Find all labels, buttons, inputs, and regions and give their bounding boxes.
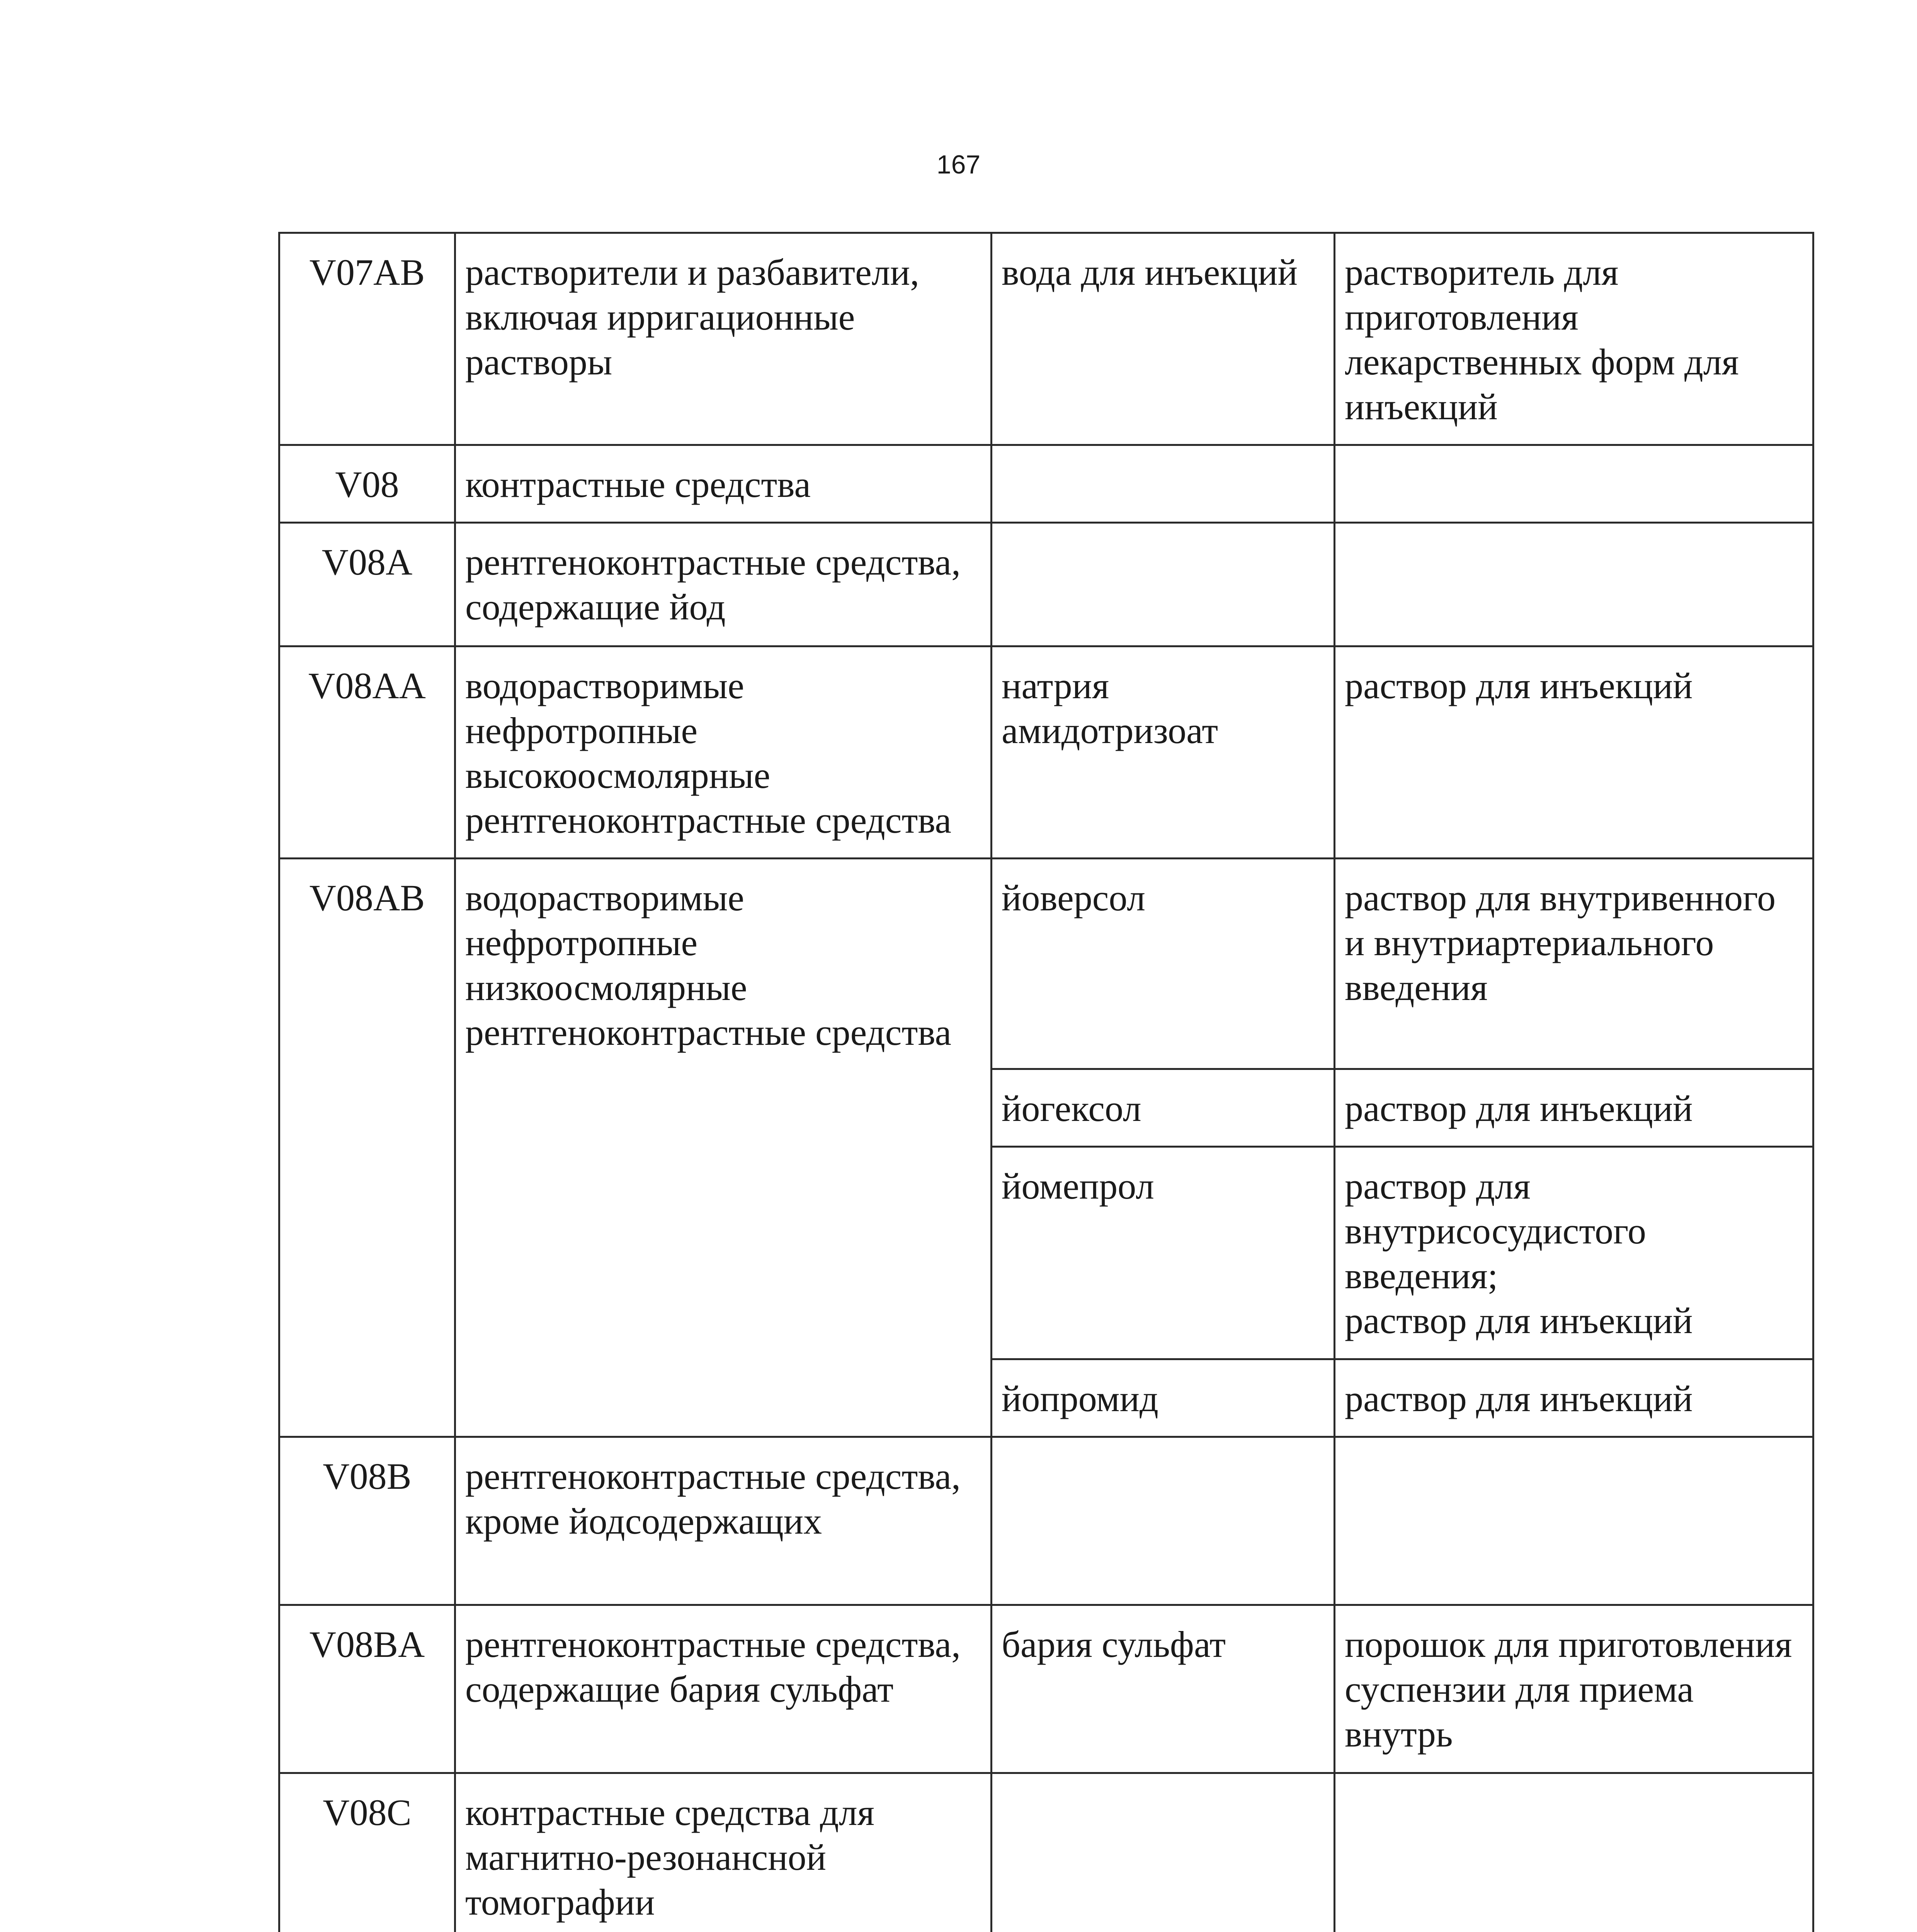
substance-cell: бария сульфат: [992, 1605, 1335, 1773]
dosage-form-cell: [1335, 523, 1813, 646]
substance-cell: йоверсол: [992, 859, 1335, 1069]
group-cell: контрастные средства для магнитно-резонансной томографии: [455, 1773, 992, 1932]
dosage-form-cell: порошок для приготовления суспензии для приема внутрь: [1335, 1605, 1813, 1773]
substance-cell: [992, 1773, 1335, 1932]
page-number: 167: [936, 150, 981, 179]
group-cell: контрастные средства: [455, 445, 992, 523]
substance-cell: йогексол: [992, 1069, 1335, 1147]
table-row: [279, 859, 1813, 1069]
group-cell: рентгеноконтрастные средства, содержащие бария сульфат: [455, 1605, 992, 1773]
group-cell: растворители и разбавители, включая ирригационные растворы: [455, 233, 992, 445]
atc-code-cell: V08AA: [279, 646, 455, 859]
table-row: [279, 523, 1813, 646]
dosage-form-cell: раствор для инъекций: [1335, 1069, 1813, 1147]
group-cell: рентгеноконтрастные средства, кроме йодсодержащих: [455, 1437, 992, 1605]
substance-cell: йомепрол: [992, 1147, 1335, 1359]
atc-code-cell: V08C: [279, 1773, 455, 1932]
table-row: [279, 646, 1813, 859]
group-cell: рентгеноконтрастные средства, содержащие йод: [455, 523, 992, 646]
dosage-form-cell: [1335, 1773, 1813, 1932]
substance-cell: йопромид: [992, 1359, 1335, 1437]
atc-code-cell: V08BA: [279, 1605, 455, 1773]
substance-cell: вода для инъекций: [992, 233, 1335, 445]
table-row: [279, 1605, 1813, 1773]
atc-code-cell: V08AB: [279, 859, 455, 1437]
substance-cell: [992, 523, 1335, 646]
dosage-form-cell: раствор для внутривенного и внутриартериального введения: [1335, 859, 1813, 1069]
group-cell: водорастворимые нефротропные высокоосмолярные рентгеноконтрастные средства: [455, 646, 992, 859]
atc-code-cell: V07AB: [279, 233, 455, 445]
dosage-form-cell: [1335, 1437, 1813, 1605]
dosage-form-cell: [1335, 445, 1813, 523]
drug-classification-table: [278, 232, 1814, 1932]
table-row: [279, 233, 1813, 445]
substance-cell: [992, 445, 1335, 523]
table-row: [279, 445, 1813, 523]
atc-code-cell: V08B: [279, 1437, 455, 1605]
substance-cell: натрия амидотризоат: [992, 646, 1335, 859]
atc-code-cell: V08: [279, 445, 455, 523]
table-row: [279, 1437, 1813, 1605]
group-cell: водорастворимые нефротропные низкоосмолярные рентгеноконтрастные средства: [455, 859, 992, 1437]
dosage-form-cell: раствор для внутрисосудистого введения; раствор для инъекций: [1335, 1147, 1813, 1359]
substance-cell: [992, 1437, 1335, 1605]
atc-code-cell: V08A: [279, 523, 455, 646]
dosage-form-cell: растворитель для приготовления лекарственных форм для инъекций: [1335, 233, 1813, 445]
table-row: [279, 1773, 1813, 1932]
dosage-form-cell: раствор для инъекций: [1335, 1359, 1813, 1437]
dosage-form-cell: раствор для инъекций: [1335, 646, 1813, 859]
